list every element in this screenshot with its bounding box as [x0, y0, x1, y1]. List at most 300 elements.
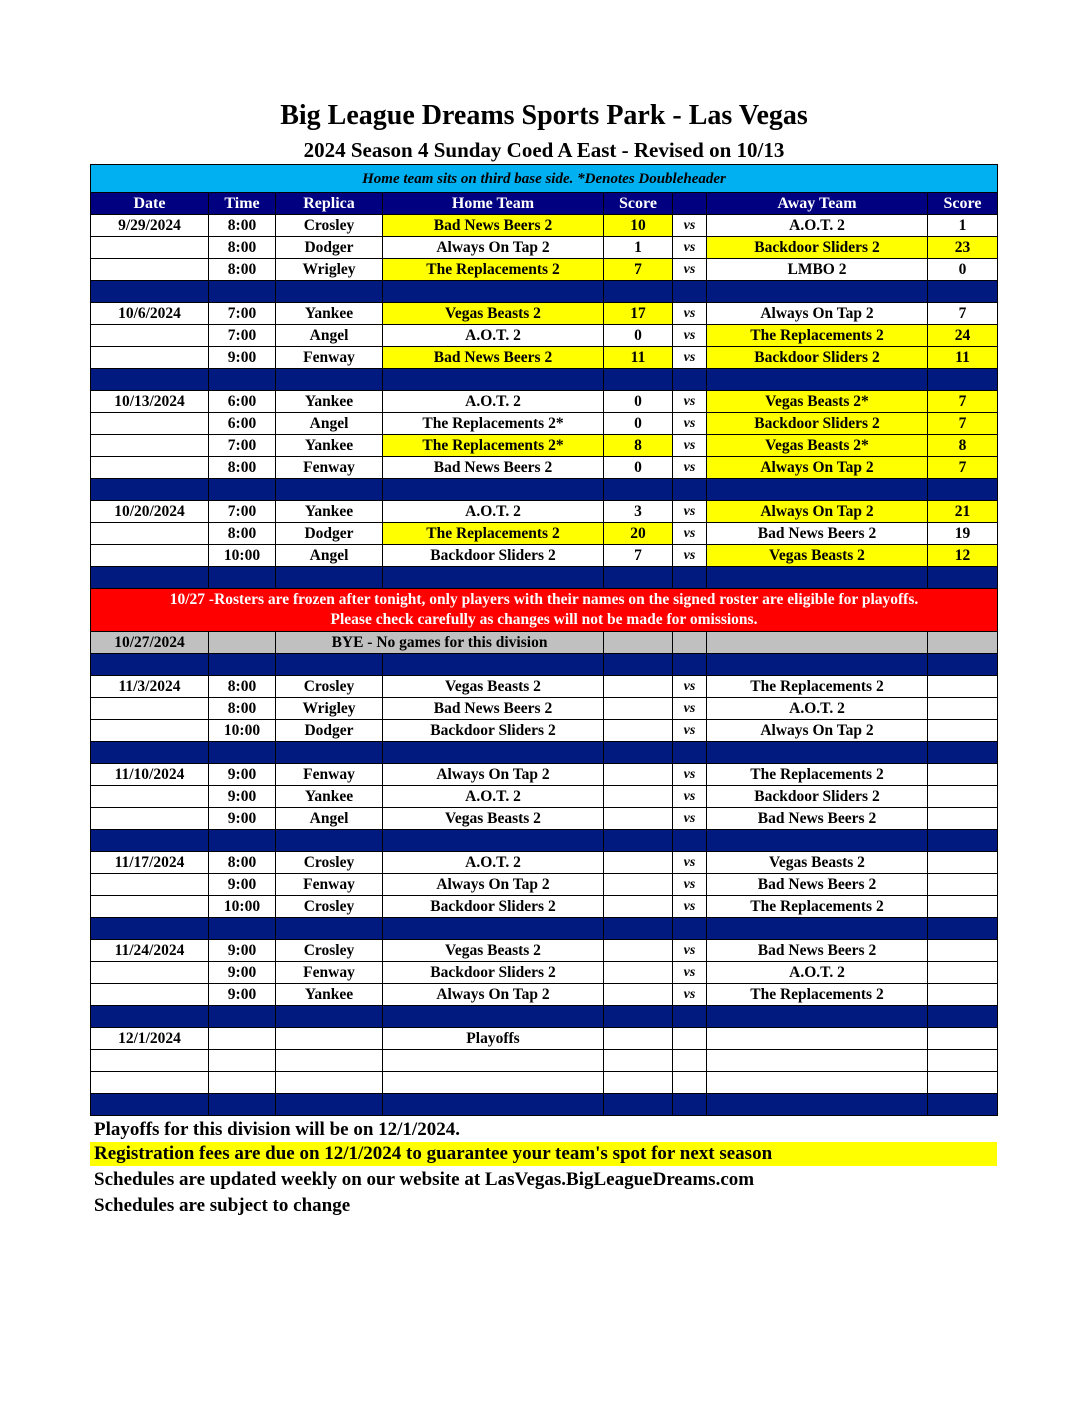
separator-cell	[276, 1006, 383, 1028]
away-team: Backdoor Sliders 2	[707, 237, 928, 259]
separator-cell	[707, 1094, 928, 1116]
separator-cell	[928, 830, 998, 852]
home-team: Backdoor Sliders 2	[383, 896, 604, 918]
empty-cell	[604, 1028, 673, 1050]
separator-cell	[209, 1006, 276, 1028]
game-row	[91, 786, 998, 808]
away-team: A.O.T. 2	[707, 698, 928, 720]
vs-label: vs	[673, 237, 707, 259]
empty-cell	[91, 1072, 209, 1094]
vs-label: vs	[673, 545, 707, 567]
game-row	[91, 523, 998, 545]
game-time: 9:00	[209, 764, 276, 786]
empty-row	[91, 1050, 998, 1072]
game-date	[91, 325, 209, 347]
separator-cell	[604, 1094, 673, 1116]
week-separator	[91, 654, 998, 676]
home-team: Backdoor Sliders 2	[383, 545, 604, 567]
away-team: Always On Tap 2	[707, 720, 928, 742]
game-time: 6:00	[209, 413, 276, 435]
separator-cell	[91, 830, 209, 852]
game-replica: Angel	[276, 413, 383, 435]
separator-cell	[383, 479, 604, 501]
separator-cell	[383, 281, 604, 303]
header-date: Date	[91, 193, 209, 215]
home-team: A.O.T. 2	[383, 325, 604, 347]
separator-cell	[673, 1006, 707, 1028]
home-score	[604, 808, 673, 830]
separator-cell	[91, 567, 209, 589]
away-team: Vegas Beasts 2	[707, 545, 928, 567]
empty-cell	[276, 1028, 383, 1050]
away-score: 7	[928, 303, 998, 325]
away-team: The Replacements 2	[707, 984, 928, 1006]
separator-cell	[604, 479, 673, 501]
vs-label: vs	[673, 852, 707, 874]
away-team: A.O.T. 2	[707, 962, 928, 984]
away-team: The Replacements 2	[707, 676, 928, 698]
week-separator	[91, 369, 998, 391]
away-team: LMBO 2	[707, 259, 928, 281]
separator-cell	[91, 1094, 209, 1116]
away-score: 21	[928, 501, 998, 523]
bye-empty	[707, 632, 928, 654]
separator-cell	[91, 281, 209, 303]
separator-cell	[383, 654, 604, 676]
game-row	[91, 457, 998, 479]
game-date	[91, 786, 209, 808]
game-row	[91, 852, 998, 874]
separator-cell	[928, 281, 998, 303]
week-separator	[91, 1094, 998, 1116]
away-score	[928, 984, 998, 1006]
game-time: 7:00	[209, 435, 276, 457]
game-time: 7:00	[209, 501, 276, 523]
separator-cell	[276, 281, 383, 303]
separator-cell	[383, 742, 604, 764]
separator-cell	[673, 918, 707, 940]
vs-label: vs	[673, 215, 707, 237]
game-replica: Dodger	[276, 523, 383, 545]
separator-cell	[209, 1094, 276, 1116]
week-separator	[91, 830, 998, 852]
separator-cell	[276, 1094, 383, 1116]
home-score	[604, 764, 673, 786]
separator-cell	[209, 654, 276, 676]
game-time: 8:00	[209, 523, 276, 545]
separator-cell	[928, 654, 998, 676]
separator-cell	[604, 830, 673, 852]
away-score	[928, 962, 998, 984]
bye-empty	[209, 632, 276, 654]
separator-cell	[209, 830, 276, 852]
separator-cell	[383, 1006, 604, 1028]
game-replica: Fenway	[276, 874, 383, 896]
bye-empty	[928, 632, 998, 654]
vs-label: vs	[673, 435, 707, 457]
away-score: 8	[928, 435, 998, 457]
separator-cell	[383, 1094, 604, 1116]
empty-cell	[383, 1072, 604, 1094]
away-team: Always On Tap 2	[707, 501, 928, 523]
away-score: 23	[928, 237, 998, 259]
game-time: 9:00	[209, 808, 276, 830]
game-row	[91, 237, 998, 259]
home-team: Bad News Beers 2	[383, 215, 604, 237]
game-row	[91, 325, 998, 347]
away-team: Bad News Beers 2	[707, 523, 928, 545]
away-team: Vegas Beasts 2	[707, 852, 928, 874]
bye-row	[91, 632, 998, 654]
home-score	[604, 852, 673, 874]
away-score	[928, 874, 998, 896]
home-score: 17	[604, 303, 673, 325]
roster-alert-row	[91, 589, 998, 632]
game-row	[91, 347, 998, 369]
away-score: 1	[928, 215, 998, 237]
game-date	[91, 896, 209, 918]
away-team: A.O.T. 2	[707, 215, 928, 237]
separator-cell	[707, 567, 928, 589]
game-date	[91, 435, 209, 457]
game-date: 11/10/2024	[91, 764, 209, 786]
separator-cell	[276, 567, 383, 589]
footer-change-note: Schedules are subject to change	[94, 1195, 351, 1216]
away-team: Backdoor Sliders 2	[707, 347, 928, 369]
home-team: Vegas Beasts 2	[383, 676, 604, 698]
home-score: 7	[604, 545, 673, 567]
away-score: 7	[928, 413, 998, 435]
vs-label: vs	[673, 984, 707, 1006]
game-date: 11/3/2024	[91, 676, 209, 698]
empty-cell	[383, 1050, 604, 1072]
separator-cell	[91, 479, 209, 501]
separator-cell	[928, 742, 998, 764]
empty-cell	[604, 1050, 673, 1072]
home-team: Always On Tap 2	[383, 237, 604, 259]
game-replica: Angel	[276, 808, 383, 830]
header-home-score: Score	[604, 193, 673, 215]
header-away-team: Away Team	[707, 193, 928, 215]
week-separator	[91, 567, 998, 589]
home-score: 0	[604, 391, 673, 413]
empty-cell	[604, 1072, 673, 1094]
home-team: A.O.T. 2	[383, 852, 604, 874]
game-date	[91, 984, 209, 1006]
home-score: 3	[604, 501, 673, 523]
home-score: 20	[604, 523, 673, 545]
separator-cell	[209, 479, 276, 501]
game-date	[91, 413, 209, 435]
game-replica: Yankee	[276, 501, 383, 523]
bye-empty	[604, 632, 673, 654]
vs-label: vs	[673, 940, 707, 962]
home-score	[604, 984, 673, 1006]
vs-label: vs	[673, 413, 707, 435]
separator-cell	[673, 830, 707, 852]
separator-cell	[276, 918, 383, 940]
empty-cell	[928, 1028, 998, 1050]
away-team: Vegas Beasts 2*	[707, 391, 928, 413]
schedule-body	[91, 165, 998, 1116]
away-team: Vegas Beasts 2*	[707, 435, 928, 457]
header-replica: Replica	[276, 193, 383, 215]
game-replica: Crosley	[276, 940, 383, 962]
empty-cell	[707, 1050, 928, 1072]
game-time: 8:00	[209, 457, 276, 479]
separator-cell	[604, 281, 673, 303]
game-row	[91, 501, 998, 523]
home-team: The Replacements 2	[383, 259, 604, 281]
away-score	[928, 940, 998, 962]
home-team: Vegas Beasts 2	[383, 940, 604, 962]
separator-cell	[383, 567, 604, 589]
separator-cell	[604, 654, 673, 676]
vs-label: vs	[673, 303, 707, 325]
separator-cell	[707, 830, 928, 852]
separator-cell	[91, 369, 209, 391]
game-row	[91, 720, 998, 742]
empty-cell	[673, 1072, 707, 1094]
separator-cell	[209, 918, 276, 940]
vs-label: vs	[673, 698, 707, 720]
note-text: Home team sits on third base side. *Denotes Doubleheader	[91, 165, 998, 193]
separator-cell	[928, 369, 998, 391]
separator-cell	[276, 742, 383, 764]
game-replica: Fenway	[276, 962, 383, 984]
separator-cell	[604, 567, 673, 589]
game-time: 8:00	[209, 215, 276, 237]
game-row	[91, 435, 998, 457]
home-team: Bad News Beers 2	[383, 347, 604, 369]
home-team: The Replacements 2*	[383, 435, 604, 457]
empty-cell	[928, 1072, 998, 1094]
note-row	[91, 165, 998, 193]
away-team: Backdoor Sliders 2	[707, 413, 928, 435]
game-date	[91, 237, 209, 259]
game-time: 8:00	[209, 676, 276, 698]
away-score	[928, 698, 998, 720]
separator-cell	[604, 742, 673, 764]
vs-label: vs	[673, 501, 707, 523]
game-replica: Yankee	[276, 435, 383, 457]
bye-date: 10/27/2024	[91, 632, 209, 654]
game-time: 9:00	[209, 962, 276, 984]
empty-cell	[209, 1028, 276, 1050]
home-team: Always On Tap 2	[383, 874, 604, 896]
schedule-table	[90, 164, 998, 1116]
separator-cell	[604, 369, 673, 391]
game-replica: Fenway	[276, 347, 383, 369]
separator-cell	[91, 1006, 209, 1028]
separator-cell	[673, 369, 707, 391]
home-score: 0	[604, 325, 673, 347]
game-row	[91, 874, 998, 896]
game-date	[91, 808, 209, 830]
home-score	[604, 676, 673, 698]
separator-cell	[604, 918, 673, 940]
separator-cell	[276, 479, 383, 501]
away-team: Always On Tap 2	[707, 457, 928, 479]
game-replica: Dodger	[276, 237, 383, 259]
game-time: 9:00	[209, 984, 276, 1006]
home-team: Vegas Beasts 2	[383, 808, 604, 830]
game-replica: Angel	[276, 325, 383, 347]
away-team: Bad News Beers 2	[707, 874, 928, 896]
game-date: 11/24/2024	[91, 940, 209, 962]
away-team: Always On Tap 2	[707, 303, 928, 325]
empty-cell	[209, 1072, 276, 1094]
roster-alert	[91, 589, 998, 632]
separator-cell	[673, 742, 707, 764]
home-score: 10	[604, 215, 673, 237]
separator-cell	[928, 918, 998, 940]
away-team: The Replacements 2	[707, 764, 928, 786]
playoffs-label: Playoffs	[383, 1028, 604, 1050]
game-date	[91, 523, 209, 545]
away-score	[928, 896, 998, 918]
header-time: Time	[209, 193, 276, 215]
separator-cell	[707, 479, 928, 501]
separator-cell	[276, 654, 383, 676]
away-team: Bad News Beers 2	[707, 940, 928, 962]
game-replica: Fenway	[276, 457, 383, 479]
bye-text: BYE - No games for this division	[276, 632, 604, 654]
away-score	[928, 764, 998, 786]
home-score	[604, 698, 673, 720]
playoffs-date: 12/1/2024	[91, 1028, 209, 1050]
home-score	[604, 786, 673, 808]
home-score: 11	[604, 347, 673, 369]
separator-cell	[673, 567, 707, 589]
game-replica: Yankee	[276, 984, 383, 1006]
game-row	[91, 698, 998, 720]
game-time: 8:00	[209, 237, 276, 259]
game-date	[91, 259, 209, 281]
separator-cell	[928, 1006, 998, 1028]
game-replica: Crosley	[276, 896, 383, 918]
separator-cell	[673, 654, 707, 676]
empty-cell	[91, 1050, 209, 1072]
header-home-team: Home Team	[383, 193, 604, 215]
empty-cell	[707, 1072, 928, 1094]
empty-cell	[673, 1050, 707, 1072]
game-time: 8:00	[209, 259, 276, 281]
game-time: 7:00	[209, 303, 276, 325]
home-team: Always On Tap 2	[383, 984, 604, 1006]
game-replica: Crosley	[276, 676, 383, 698]
game-time: 7:00	[209, 325, 276, 347]
away-team: Backdoor Sliders 2	[707, 786, 928, 808]
away-score: 12	[928, 545, 998, 567]
home-team: A.O.T. 2	[383, 391, 604, 413]
vs-label: vs	[673, 259, 707, 281]
vs-label: vs	[673, 764, 707, 786]
empty-cell	[276, 1072, 383, 1094]
page-title: Big League Dreams Sports Park - Las Vegas	[280, 100, 808, 131]
game-row	[91, 896, 998, 918]
away-score: 7	[928, 457, 998, 479]
game-time: 8:00	[209, 852, 276, 874]
game-row	[91, 984, 998, 1006]
empty-cell	[276, 1050, 383, 1072]
week-separator	[91, 1006, 998, 1028]
week-separator	[91, 479, 998, 501]
game-replica: Yankee	[276, 303, 383, 325]
game-date: 9/29/2024	[91, 215, 209, 237]
away-team: The Replacements 2	[707, 896, 928, 918]
page-subtitle: 2024 Season 4 Sunday Coed A East - Revised on 10/13	[303, 138, 785, 162]
vs-label: vs	[673, 347, 707, 369]
home-team: Backdoor Sliders 2	[383, 720, 604, 742]
vs-label: vs	[673, 676, 707, 698]
away-score: 19	[928, 523, 998, 545]
week-separator	[91, 281, 998, 303]
home-score: 0	[604, 413, 673, 435]
separator-cell	[707, 281, 928, 303]
game-replica: Crosley	[276, 852, 383, 874]
empty-cell	[707, 1028, 928, 1050]
empty-cell	[673, 1028, 707, 1050]
game-replica: Fenway	[276, 764, 383, 786]
home-score: 0	[604, 457, 673, 479]
empty-row	[91, 1072, 998, 1094]
footer-playoffs-note: Playoffs for this division will be on 12/1/2024.	[94, 1119, 460, 1140]
vs-label: vs	[673, 896, 707, 918]
home-score	[604, 874, 673, 896]
game-row	[91, 259, 998, 281]
separator-cell	[91, 918, 209, 940]
separator-cell	[276, 369, 383, 391]
vs-label: vs	[673, 720, 707, 742]
game-row	[91, 215, 998, 237]
separator-cell	[673, 281, 707, 303]
game-time: 10:00	[209, 896, 276, 918]
away-score: 0	[928, 259, 998, 281]
separator-cell	[928, 1094, 998, 1116]
separator-cell	[707, 742, 928, 764]
away-score	[928, 808, 998, 830]
home-team: Backdoor Sliders 2	[383, 962, 604, 984]
footer-website-note: Schedules are updated weekly on our website at LasVegas.BigLeagueDreams.com	[94, 1169, 755, 1190]
empty-cell	[928, 1050, 998, 1072]
away-score	[928, 852, 998, 874]
week-separator	[91, 918, 998, 940]
separator-cell	[707, 369, 928, 391]
game-date: 10/13/2024	[91, 391, 209, 413]
roster-alert-line-2: Please check carefully as changes will not be made for omissions.	[330, 611, 758, 628]
vs-label: vs	[673, 325, 707, 347]
away-score	[928, 786, 998, 808]
game-row	[91, 808, 998, 830]
separator-cell	[604, 1006, 673, 1028]
game-time: 9:00	[209, 940, 276, 962]
game-time: 9:00	[209, 347, 276, 369]
separator-cell	[928, 567, 998, 589]
game-time: 9:00	[209, 874, 276, 896]
separator-cell	[91, 742, 209, 764]
roster-alert-line-1: 10/27 -Rosters are frozen after tonight, only players with their names on the signed roster are eligible for playoffs.	[169, 591, 919, 608]
home-score	[604, 962, 673, 984]
away-score: 11	[928, 347, 998, 369]
home-score: 8	[604, 435, 673, 457]
game-date	[91, 347, 209, 369]
away-score	[928, 720, 998, 742]
separator-cell	[383, 369, 604, 391]
away-team: Bad News Beers 2	[707, 808, 928, 830]
bye-empty	[673, 632, 707, 654]
game-row	[91, 303, 998, 325]
